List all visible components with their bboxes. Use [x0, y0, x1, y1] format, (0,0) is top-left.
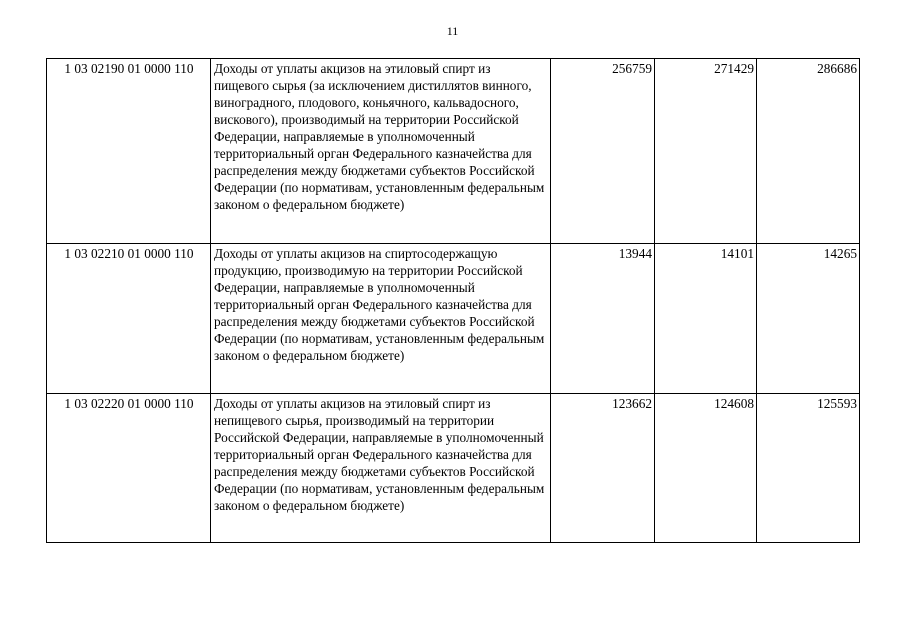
value-cell-year-1: 13944 — [551, 244, 655, 394]
value-cell-year-1: 123662 — [551, 394, 655, 543]
page-number: 11 — [446, 24, 459, 38]
value-cell-year-3: 14265 — [757, 244, 860, 394]
value-cell-year-2: 271429 — [655, 59, 757, 244]
table-row — [47, 59, 860, 244]
description-cell: Доходы от уплаты акцизов на спиртосодержащую продукцию, производимую на территории Российской Федерации, направляемые в уполномоченный территориальный орган Федерального казначейства для распределения между бюджетами субъектов Российской Федерации (по нормативам, установленным федеральным законом о федеральном бюджете) — [211, 244, 551, 394]
table-row — [47, 394, 860, 543]
value-cell-year-2: 124608 — [655, 394, 757, 543]
table-row — [47, 244, 860, 394]
budget-code-cell: 1 03 02190 01 0000 110 — [47, 59, 211, 244]
value-cell-year-2: 14101 — [655, 244, 757, 394]
budget-revenue-table — [46, 58, 860, 543]
budget-code-cell: 1 03 02210 01 0000 110 — [47, 244, 211, 394]
description-cell: Доходы от уплаты акцизов на этиловый спирт из пищевого сырья (за исключением дистиллятов винного, виноградного, плодового, коньячного, кальвадосного, вискового), производимый на территории Российской Федерации, направляемые в уполномоченный территориальный орган Федерального казначейства для распределения между бюджетами субъектов Российской Федерации (по нормативам, установленным федеральным законом о федеральном бюджете) — [211, 59, 551, 244]
value-cell-year-1: 256759 — [551, 59, 655, 244]
description-cell: Доходы от уплаты акцизов на этиловый спирт из непищевого сырья, производимый на территории Российской Федерации, направляемые в уполномоченный территориальный орган Федерального казначейства для распределения между бюджетами субъектов Российской Федерации (по нормативам, установленным федеральным законом о федеральном бюджете) — [211, 394, 551, 543]
value-cell-year-3: 125593 — [757, 394, 860, 543]
budget-code-cell: 1 03 02220 01 0000 110 — [47, 394, 211, 543]
value-cell-year-3: 286686 — [757, 59, 860, 244]
